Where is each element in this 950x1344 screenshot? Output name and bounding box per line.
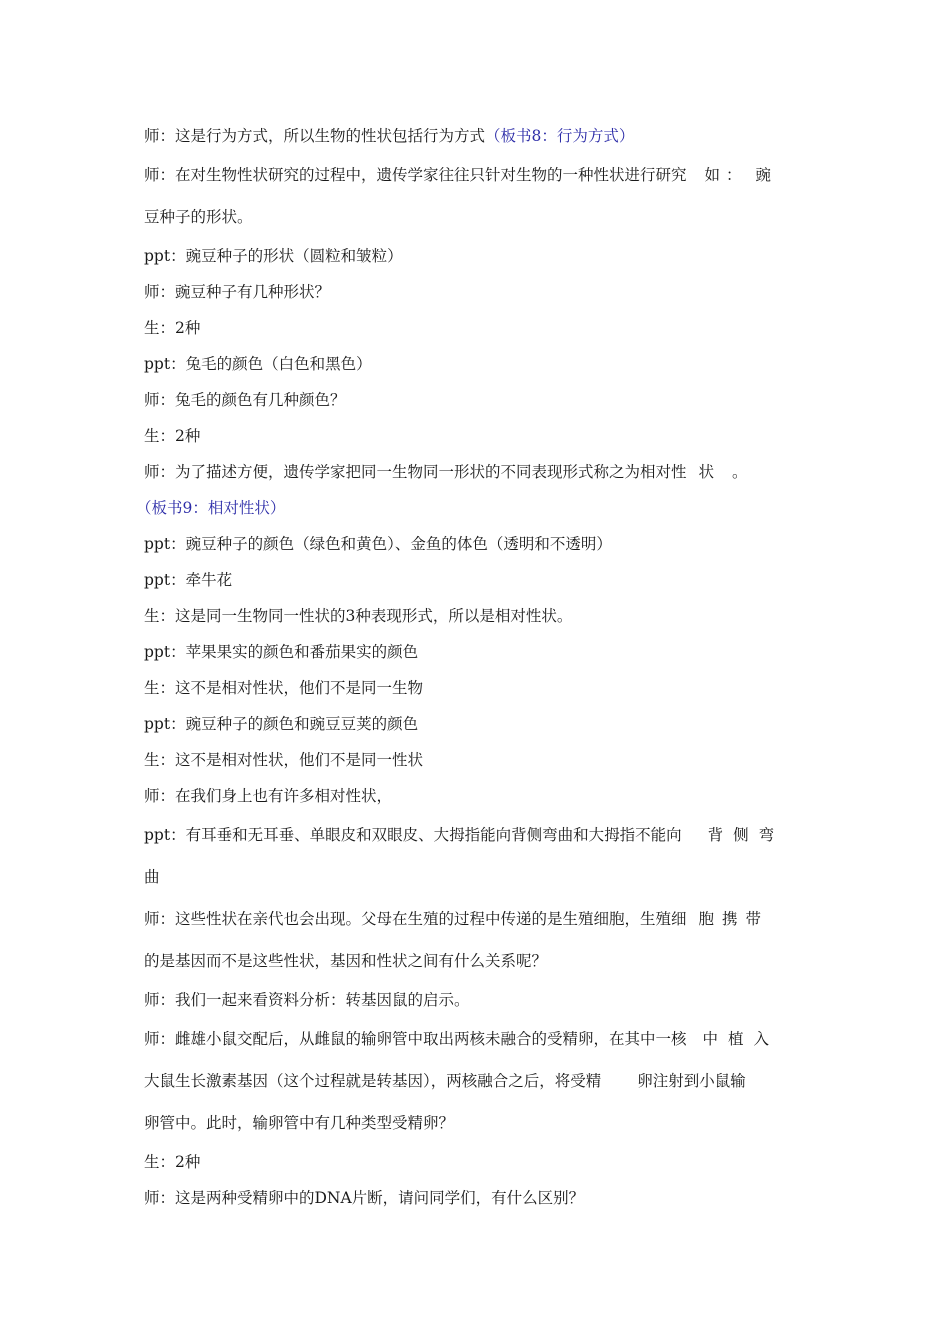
paragraph-line: 师：在我们身上也有许多相对性状，: [144, 787, 393, 805]
paragraph-line: 师：在对生物性状研究的过程中，遗传学家往往只针对生物的一种性状进行研究 如 ： 豌: [144, 166, 772, 184]
paragraph-line: 大鼠生长激素基因（这个过程就是转基因），两核融合之后，将受精 卵注射到小鼠输: [144, 1072, 746, 1090]
paragraph-line: 师：雌雄小鼠交配后，从雌鼠的输卵管中取出两核未融合的受精卵，在其中一核 中 植 入: [144, 1030, 770, 1048]
paragraph-line: 卵管中。此时，输卵管中有几种类型受精卵？: [144, 1114, 455, 1132]
paragraph-line: ppt：豌豆种子的形状（圆粒和皱粒）: [144, 247, 403, 265]
paragraph-line: 生：2种: [144, 427, 201, 445]
paragraph-line: ppt：豌豆种子的颜色（绿色和黄色）、金鱼的体色（透明和不透明）: [144, 535, 612, 553]
paragraph-line: ppt：兔毛的颜色（白色和黑色）: [144, 355, 372, 373]
paragraph-line: 的是基因而不是这些性状，基因和性状之间有什么关系呢？: [144, 952, 548, 970]
paragraph-line: 师：豌豆种子有几种形状？: [144, 283, 331, 301]
paragraph-line: [136, 490, 808, 526]
paragraph-line: 生：这不是相对性状，他们不是同一性状: [144, 751, 424, 769]
paragraph-line: 师：我们一起来看资料分析：转基因鼠的启示。: [144, 991, 470, 1009]
paragraph-line: 师：这是行为方式，所以生物的性状包括行为方式（板书8：行为方式）: [144, 127, 635, 145]
paragraph-line: 曲: [144, 868, 160, 886]
paragraph-line: 师：这些性状在亲代也会出现。父母在生殖的过程中传递的是生殖细胞，生殖细 胞 携 带: [144, 910, 762, 928]
paragraph-line: ppt：苹果果实的颜色和番茄果实的颜色: [144, 643, 419, 661]
paragraph-line: ppt：有耳垂和无耳垂、单眼皮和双眼皮、大拇指能向背侧弯曲和大拇指不能向 背 侧 弯: [144, 826, 775, 844]
paragraph-line: ppt：豌豆种子的颜色和豌豆豆荚的颜色: [144, 715, 419, 733]
paragraph-line: 生：2种: [144, 319, 201, 337]
paragraph-line: 生：2种: [144, 1153, 201, 1171]
paragraph-line: 豆种子的形状。: [144, 208, 253, 226]
paragraph-line: 师：为了描述方便，遗传学家把同一生物同一形状的不同表现形式称之为相对性 状 。: [144, 463, 748, 481]
paragraph-line: 师：兔毛的颜色有几种颜色？: [144, 391, 346, 409]
paragraph-line: 生：这是同一生物同一性状的3种表现形式，所以是相对性状。: [144, 607, 573, 625]
paragraph-line: 师：这是两种受精卵中的DNA片断，请问同学们，有什么区别？: [144, 1189, 585, 1207]
paragraph-line: 生：这不是相对性状，他们不是同一生物: [144, 679, 424, 697]
document-page: [136, 118, 808, 1216]
blackboard-note: （板书9：相对性状）: [136, 499, 286, 517]
paragraph-line: ppt：牵牛花: [144, 571, 233, 589]
blackboard-note: （板书8：行为方式）: [485, 127, 635, 145]
